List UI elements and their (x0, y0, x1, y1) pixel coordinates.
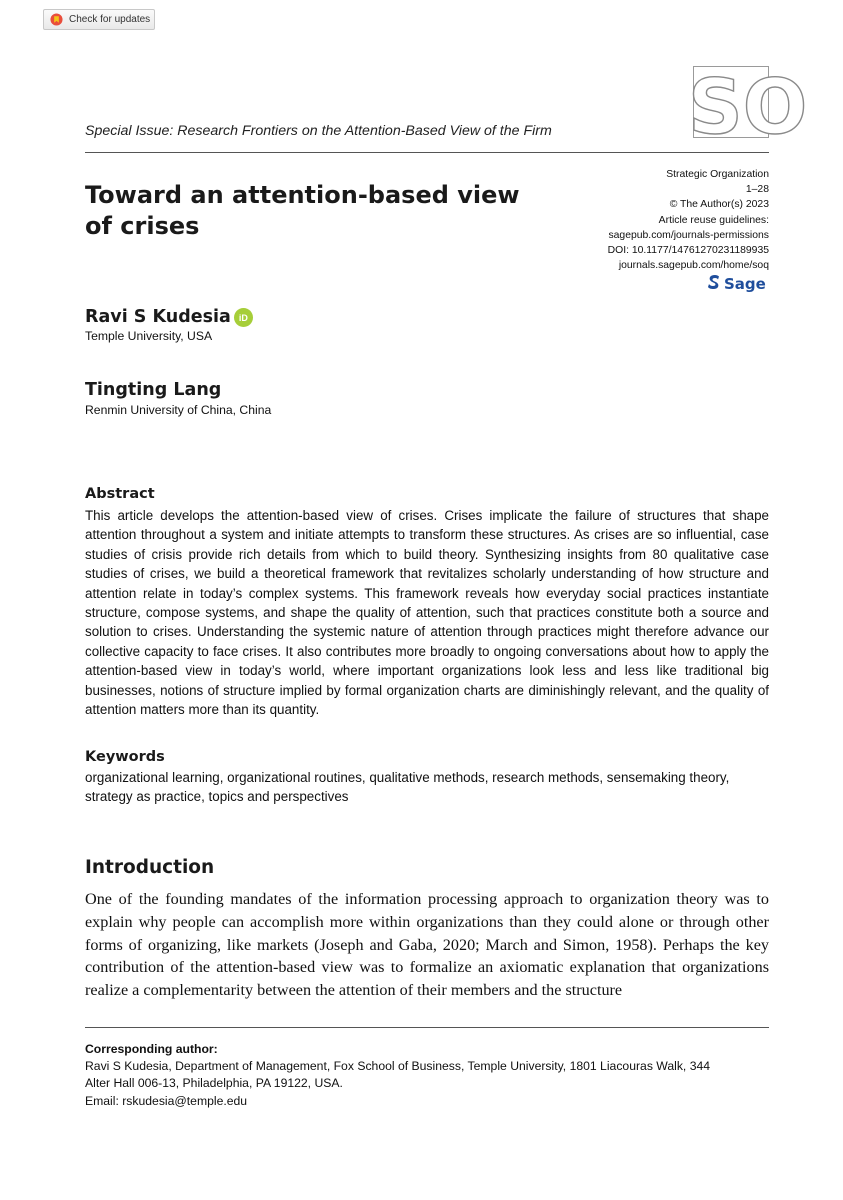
abstract-text: This article develops the attention-based view of crises. Crises implicate the failure of structures that shape attention throughout a system and initiate attempts to transform these structures. As crises are so influential, case studies of crisis provide rich details from which to build theory. Synthesizing insights from 80 qualitative case studies of crises, we build a theoretical framework that revitalizes scholarly understanding of how structure and attention relate in today’s complex systems. This framework reveals how everyday social practices instantiate structure, compose systems, and shape the quality of attention, such that practices constitute both a source and solution to crises. Understanding the systemic nature of attention through practices might therefore advance our collective capacity to face crises. It also contributes more broadly to ongoing conversations about how to apply the attention-based view in today’s world, where important organizations look less and less like traditional big businesses, notions of structure implied by formal organization charts are diminishingly relevant, and the quality of attention matters more than its quantity. (85, 508, 769, 718)
sage-wordmark: Sage (724, 275, 766, 293)
check-for-updates-button[interactable] (43, 9, 155, 30)
author-2-name[interactable]: Tingting Lang (85, 380, 222, 400)
bookmark-update-icon (50, 13, 63, 26)
header-divider (85, 152, 769, 153)
title-line-1: Toward an attention-based view (85, 181, 520, 209)
corresponding-address-2: Alter Hall 006-13, Philadelphia, PA 19122, USA. (85, 1076, 343, 1091)
corresponding-address-1: Ravi S Kudesia, Department of Management, Fox School of Business, Temple University, 1801 Liacouras Walk, 344 (85, 1059, 711, 1074)
journal-logo (688, 62, 808, 151)
orcid-icon[interactable]: iD (234, 308, 253, 327)
article-title (85, 180, 555, 242)
sage-logo (705, 272, 769, 294)
doi[interactable]: DOI: 10.1177/14761270231189935 (607, 245, 769, 257)
footnote-divider (85, 1027, 769, 1028)
journal-logo-text: SO (688, 62, 808, 151)
author-2-affiliation: Renmin University of China, China (85, 403, 272, 417)
corresponding-author-note (85, 1041, 769, 1110)
introduction-heading: Introduction (85, 857, 215, 878)
keywords-heading: Keywords (85, 749, 165, 765)
article-metadata (560, 167, 769, 273)
special-issue-line: Special Issue: Research Frontiers on the Attention-Based View of the Firm (85, 123, 552, 139)
corresponding-label: Corresponding author: (85, 1042, 218, 1056)
reuse-label: Article reuse guidelines: (658, 214, 769, 226)
journal-name: Strategic Organization (666, 169, 769, 180)
abstract-heading: Abstract (85, 486, 155, 502)
check-for-updates-label: Check for updates (69, 14, 151, 25)
page-range: 1–28 (745, 184, 769, 196)
title-line-2: of crises (85, 212, 200, 240)
copyright: © The Author(s) 2023 (669, 199, 769, 211)
sage-s-icon (708, 275, 719, 289)
corresponding-email[interactable]: Email: rskudesia@temple.edu (85, 1093, 248, 1108)
journal-home-link[interactable]: journals.sagepub.com/home/soq (618, 260, 769, 272)
author-1-name[interactable]: Ravi S Kudesia (85, 306, 231, 327)
author-1-affiliation: Temple University, USA (85, 329, 213, 343)
keywords-text: organizational learning, organizational routines, qualitative methods, research methods, sensemaking theory, strategy as practice, topics and perspectives (85, 770, 730, 805)
reuse-link[interactable]: sagepub.com/journals-permissions (608, 229, 769, 241)
introduction-text: One of the founding mandates of the information processing approach to organization theory was to explain why people can accomplish more within organizations than they could alone or through other forms of organizing, like markets (Joseph and Gaba, 2020; March and Simon, 1958). Perhaps the key contribution of the attention-based view was to formalize an axiomatic explanation that organizations realize a complementarity between the attention of their members and the structure (85, 890, 769, 1000)
author-1 (85, 306, 253, 327)
